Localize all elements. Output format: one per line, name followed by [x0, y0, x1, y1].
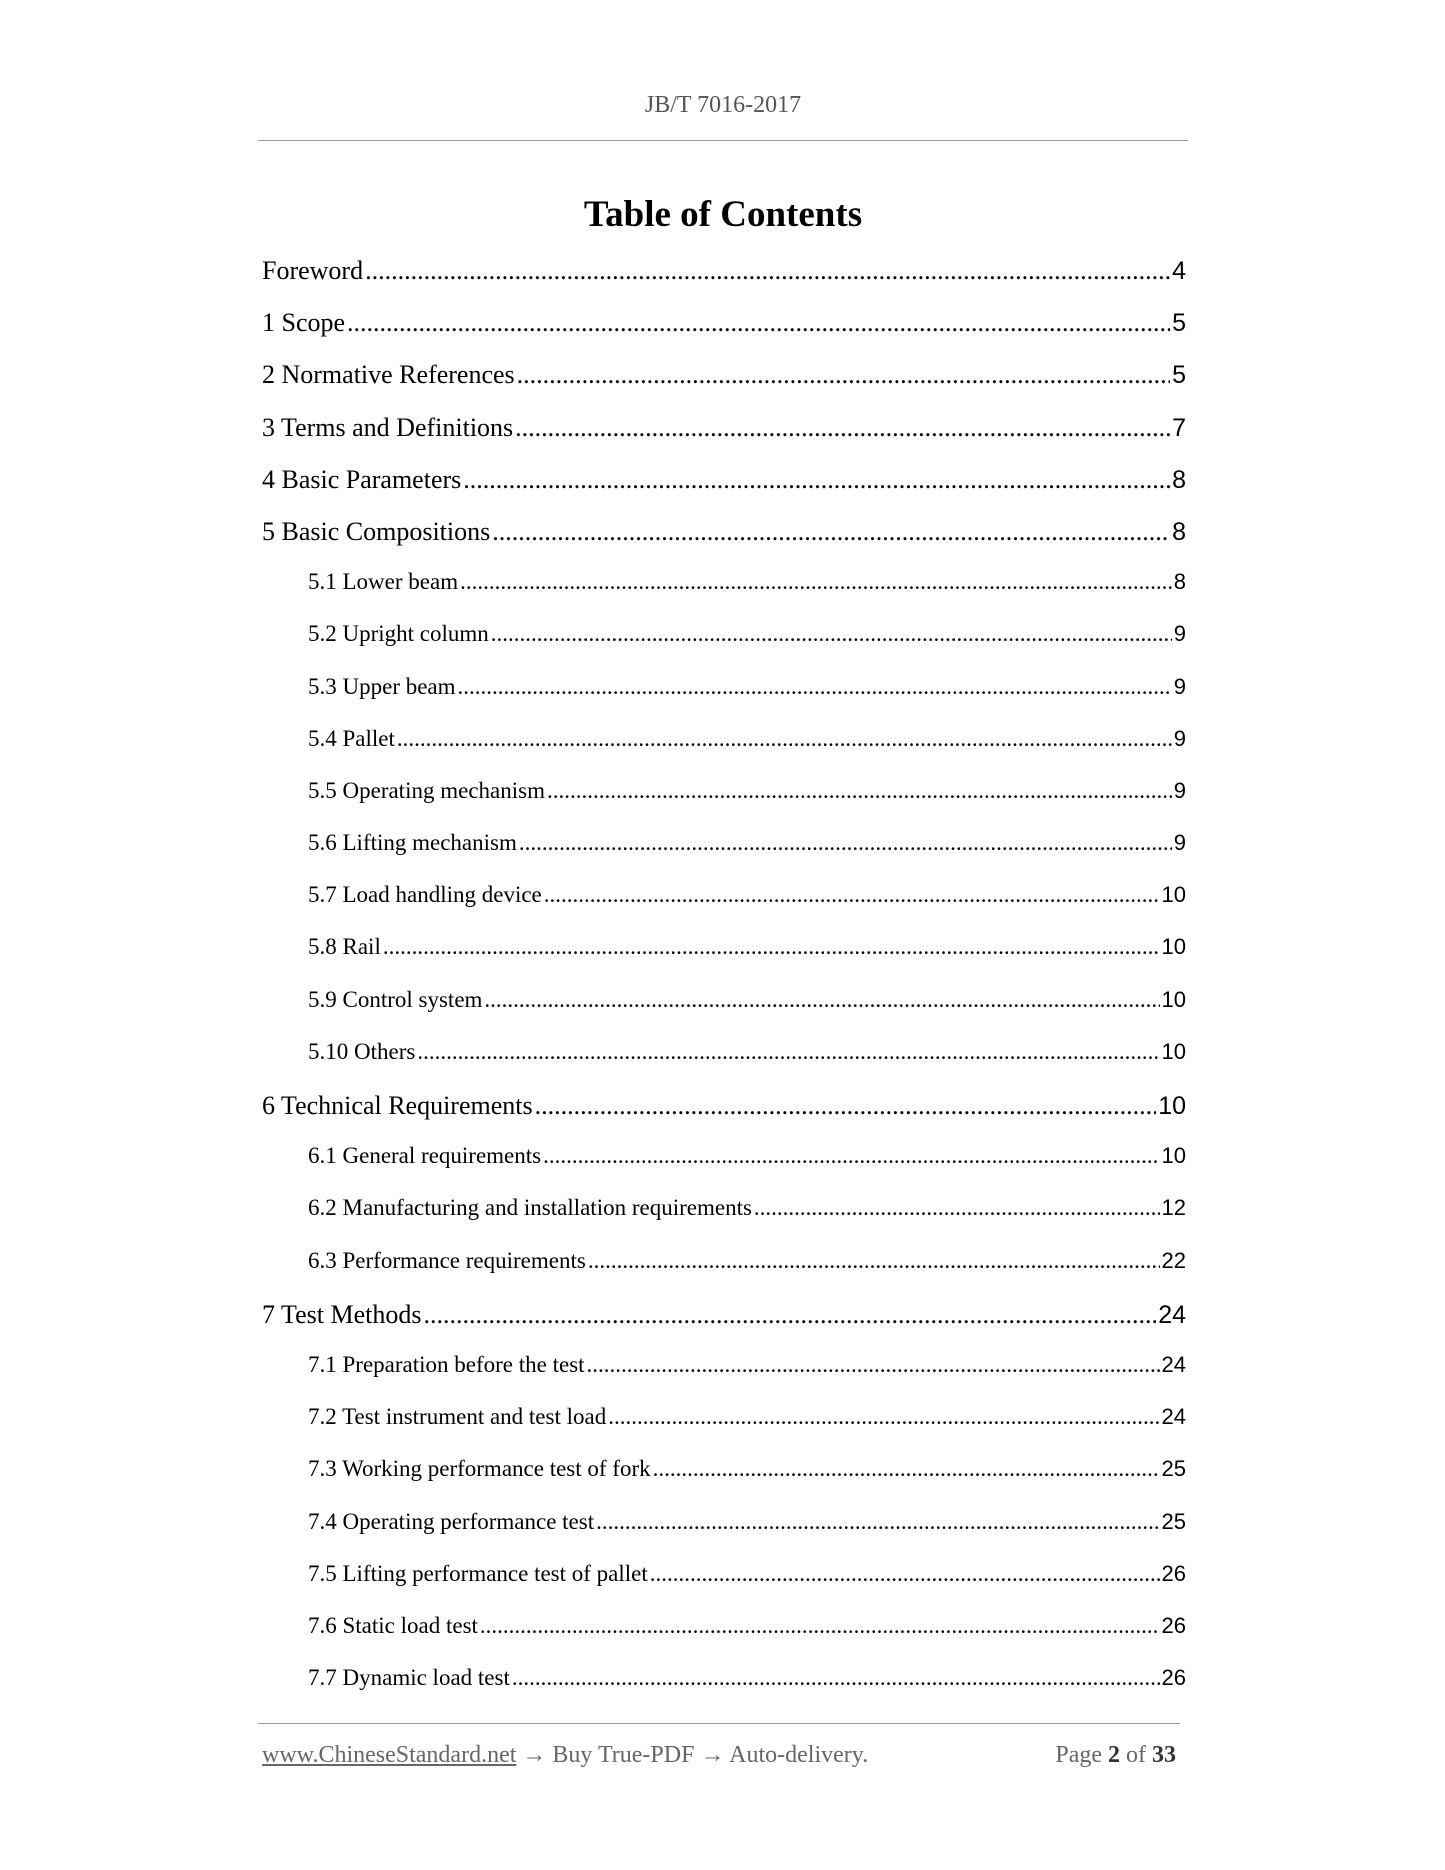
- toc-entry[interactable]: [262, 1039, 1186, 1091]
- footer-delivery-text: Auto-delivery.: [729, 1742, 869, 1768]
- toc-entry-page: 25: [1161, 1508, 1186, 1534]
- toc-dot-leader: [547, 778, 1172, 804]
- toc-entry[interactable]: [262, 621, 1186, 673]
- toc-entry-page: 10: [1161, 1143, 1186, 1169]
- toc-entry-page: 12: [1161, 1195, 1186, 1221]
- toc-entry[interactable]: [262, 517, 1186, 569]
- of-word: of: [1126, 1742, 1146, 1768]
- toc-entry-title: 6.3 Performance requirements: [308, 1247, 586, 1273]
- toc-dot-leader: [512, 1665, 1160, 1691]
- toc-dot-leader: [460, 569, 1172, 595]
- toc-entry-title: 5.3 Upper beam: [308, 673, 456, 699]
- toc-entry-page: 24: [1161, 1404, 1186, 1430]
- toc-entry-page: 10: [1158, 1092, 1186, 1120]
- toc-entry[interactable]: [262, 674, 1186, 726]
- toc-entry[interactable]: [262, 256, 1186, 308]
- toc-entry[interactable]: [262, 882, 1186, 934]
- table-of-contents: [262, 256, 1186, 1717]
- footer-promo: [262, 1742, 868, 1769]
- toc-dot-leader: [519, 830, 1172, 856]
- toc-entry-title: 5.1 Lower beam: [308, 569, 459, 595]
- toc-entry-page: 24: [1161, 1351, 1186, 1377]
- toc-entry-page: 8: [1173, 569, 1186, 595]
- toc-entry-page: 8: [1172, 517, 1186, 546]
- toc-entry[interactable]: [262, 308, 1186, 360]
- toc-entry[interactable]: [262, 1561, 1186, 1613]
- toc-entry[interactable]: [262, 1195, 1186, 1247]
- toc-dot-leader: [608, 1404, 1159, 1430]
- toc-entry[interactable]: [262, 413, 1186, 465]
- toc-entry[interactable]: [262, 360, 1186, 412]
- toc-entry-title: 7.5 Lifting performance test of pallet: [308, 1560, 648, 1586]
- toc-entry-title: 6.1 General requirements: [308, 1143, 542, 1169]
- toc-entry[interactable]: [262, 778, 1186, 830]
- toc-entry[interactable]: [262, 1665, 1186, 1717]
- footer-buy-text: Buy True-PDF: [552, 1742, 695, 1768]
- toc-entry-title: 7.6 Static load test: [308, 1612, 478, 1638]
- toc-entry-page: 5: [1172, 361, 1186, 390]
- toc-entry[interactable]: [262, 1456, 1186, 1508]
- toc-entry[interactable]: [262, 1248, 1186, 1300]
- toc-entry-title: 7.3 Working performance test of fork: [308, 1456, 651, 1482]
- toc-entry-title: 7.2 Test instrument and test load: [308, 1404, 607, 1430]
- toc-dot-leader: [484, 987, 1159, 1013]
- toc-entry-page: 26: [1161, 1560, 1186, 1586]
- toc-dot-leader: [365, 256, 1170, 286]
- site-link[interactable]: www.ChineseStandard.net: [262, 1742, 517, 1768]
- toc-entry-title: 2 Normative References: [262, 360, 515, 390]
- footer-divider: [258, 1723, 1180, 1724]
- toc-dot-leader: [347, 308, 1170, 338]
- toc-entry-title: Foreword: [262, 256, 364, 285]
- page-title: Table of Contents: [583, 194, 863, 235]
- toc-entry-title: 7.7 Dynamic load test: [308, 1665, 510, 1691]
- toc-entry-title: 6 Technical Requirements: [262, 1091, 533, 1120]
- toc-entry[interactable]: [262, 726, 1186, 778]
- toc-entry-title: 7 Test Methods: [262, 1299, 422, 1329]
- toc-entry-page: 24: [1158, 1300, 1186, 1329]
- toc-entry-title: 4 Basic Parameters: [262, 464, 462, 494]
- toc-entry-page: 26: [1161, 1612, 1186, 1638]
- toc-entry-page: 9: [1173, 725, 1186, 751]
- toc-entry[interactable]: [262, 465, 1186, 517]
- toc-entry-title: 5.7 Load handling device: [308, 882, 542, 908]
- toc-entry-page: 9: [1173, 777, 1186, 803]
- toc-entry-title: 5.2 Upright column: [308, 621, 489, 647]
- toc-entry[interactable]: [262, 1300, 1186, 1352]
- toc-dot-leader: [515, 413, 1170, 443]
- toc-dot-leader: [492, 517, 1170, 547]
- toc-entry-page: 25: [1161, 1456, 1186, 1482]
- page-counter: [1055, 1742, 1176, 1769]
- toc-entry-title: 3 Terms and Definitions: [262, 412, 514, 442]
- toc-dot-leader: [653, 1456, 1160, 1482]
- toc-entry[interactable]: [262, 1091, 1186, 1143]
- toc-dot-leader: [423, 1300, 1156, 1330]
- toc-entry-page: 10: [1161, 986, 1186, 1012]
- toc-entry[interactable]: [262, 1404, 1186, 1456]
- toc-entry-page: 7: [1172, 413, 1186, 442]
- toc-dot-leader: [596, 1509, 1159, 1535]
- toc-dot-leader: [754, 1195, 1160, 1221]
- toc-dot-leader: [458, 674, 1172, 700]
- document-code-header: JB/T 7016-2017: [644, 92, 802, 118]
- toc-entry-page: 9: [1173, 673, 1186, 699]
- toc-entry-title: 7.4 Operating performance test: [308, 1508, 595, 1534]
- total-page-number: 33: [1152, 1742, 1176, 1768]
- toc-entry[interactable]: [262, 569, 1186, 621]
- toc-dot-leader: [397, 726, 1172, 752]
- toc-entry[interactable]: [262, 1613, 1186, 1665]
- toc-entry-title: 5.9 Control system: [308, 986, 483, 1012]
- toc-entry[interactable]: [262, 987, 1186, 1039]
- toc-entry[interactable]: [262, 1509, 1186, 1561]
- toc-entry-title: 1 Scope: [262, 308, 346, 338]
- toc-dot-leader: [491, 621, 1172, 647]
- toc-entry-title: 5 Basic Compositions: [262, 516, 491, 546]
- toc-dot-leader: [535, 1091, 1157, 1121]
- toc-entry-title: 5.10 Others: [308, 1038, 416, 1064]
- toc-entry[interactable]: [262, 1352, 1186, 1404]
- toc-entry-title: 5.4 Pallet: [308, 725, 395, 751]
- toc-dot-leader: [480, 1613, 1160, 1639]
- toc-entry-page: 10: [1161, 934, 1186, 960]
- toc-entry-page: 5: [1172, 309, 1186, 338]
- page-word: Page: [1055, 1742, 1102, 1768]
- toc-dot-leader: [417, 1039, 1159, 1065]
- arrow-right-icon: →: [700, 1742, 725, 1768]
- toc-dot-leader: [517, 360, 1170, 390]
- toc-dot-leader: [650, 1561, 1160, 1587]
- toc-dot-leader: [383, 934, 1160, 960]
- toc-entry[interactable]: [262, 830, 1186, 882]
- toc-entry[interactable]: [262, 934, 1186, 986]
- toc-dot-leader: [544, 882, 1160, 908]
- toc-entry-title: 7.1 Preparation before the test: [308, 1351, 585, 1377]
- toc-entry-page: 4: [1172, 257, 1186, 285]
- toc-entry-page: 9: [1173, 621, 1186, 647]
- arrow-right-icon: →: [522, 1742, 547, 1768]
- toc-dot-leader: [588, 1248, 1160, 1274]
- header-divider: [258, 140, 1188, 141]
- toc-entry-page: 10: [1161, 882, 1186, 908]
- toc-dot-leader: [463, 465, 1170, 495]
- toc-dot-leader: [543, 1143, 1159, 1169]
- toc-entry-title: 5.5 Operating mechanism: [308, 777, 545, 803]
- toc-entry-title: 5.8 Rail: [308, 934, 381, 960]
- toc-entry-page: 8: [1172, 465, 1186, 494]
- toc-dot-leader: [587, 1352, 1160, 1378]
- toc-entry-page: 9: [1173, 830, 1186, 856]
- toc-entry-page: 26: [1161, 1665, 1186, 1691]
- toc-entry-title: 6.2 Manufacturing and installation requirements: [308, 1195, 752, 1221]
- toc-entry-page: 10: [1161, 1038, 1186, 1064]
- toc-entry-page: 22: [1161, 1247, 1186, 1273]
- toc-entry[interactable]: [262, 1143, 1186, 1195]
- current-page-number: 2: [1108, 1742, 1120, 1768]
- toc-entry-title: 5.6 Lifting mechanism: [308, 830, 517, 856]
